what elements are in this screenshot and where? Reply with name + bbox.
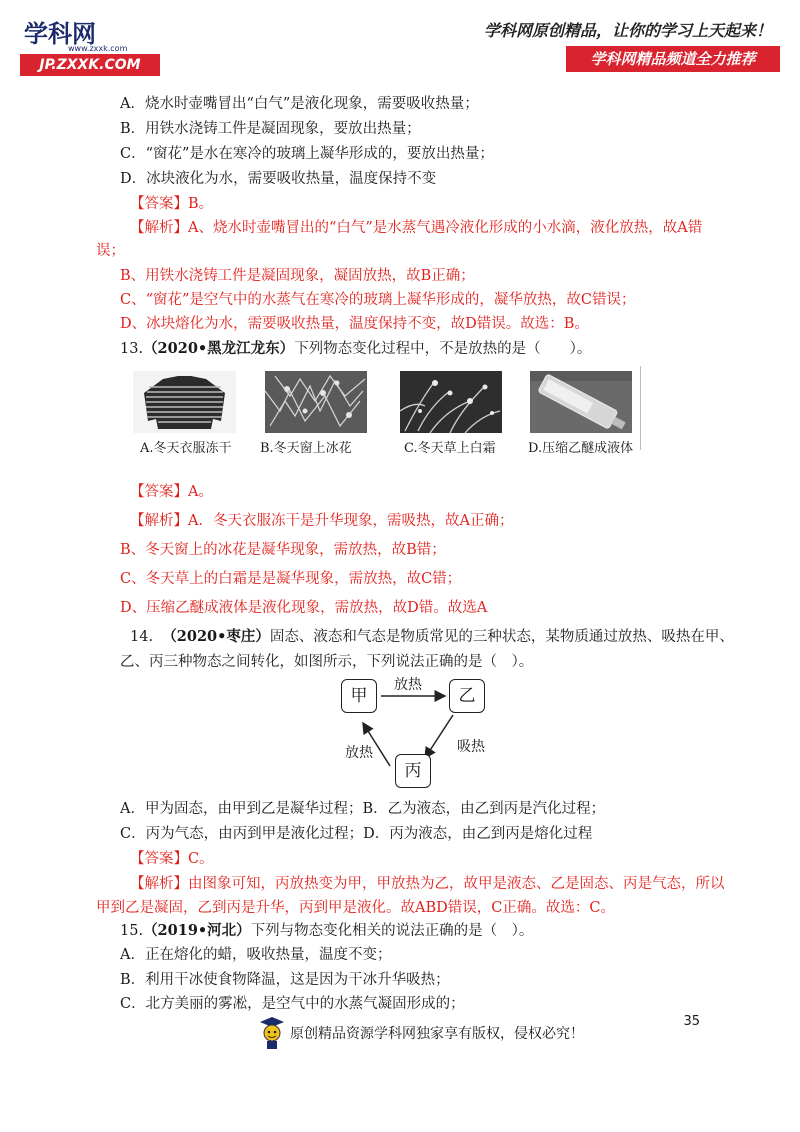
q13-caption-d: D.压缩乙醚成液体 [528,441,634,456]
q14-stem-line-2: 乙、丙三种物态之间转化，如图所示，下列说法正确的是（ ）。 [120,654,534,670]
q15-stem [120,921,533,941]
q15-option-b: B．利用干冰使食物降温，这是因为干冰升华吸热； [120,972,450,988]
q14-source: （2020•枣庄） [162,628,270,645]
logo-subtext: www.zxxk.com [68,44,128,53]
label-release-heat: 放热 [345,745,373,761]
q12-analysis-line: C、“窗花”是空气中的水蒸气在寒冷的玻璃上凝华形成的，凝华放热，故C错误； [120,292,636,308]
q13-stem-text: 下列物态变化过程中，不是放热的是（ ）。 [294,341,592,357]
q12-option-d: D．冰块液化为水，需要吸收热量，温度保持不变 [120,171,437,187]
sweater-image [133,371,236,433]
q14-stem [130,627,734,647]
q14-option-cd: C．丙为气态，由丙到甲是液化过程；D．丙为液态，由乙到丙是熔化过程 [120,826,593,842]
q13-analysis-line: D、压缩乙醚成液体是液化现象，需放热，故D错。故选A [120,600,488,616]
copyright-notice: 原创精品资源学科网独家享有版权，侵权必究！ [290,1026,584,1042]
site-logo [20,14,160,76]
node-yi: 乙 [449,679,485,713]
q13-analysis-line: 【解析】A．冬天衣服冻干是升华现象，需吸热，故A正确； [130,513,514,529]
q15-stem-text: 下列与物态变化相关的说法正确的是（ ）。 [250,923,534,939]
label-absorb-heat: 吸热 [457,739,485,755]
q12-analysis-line: 误； [96,243,125,259]
logo-text: 学科网 [24,20,96,48]
q14-number: 14. [130,629,154,645]
q12-option-b: B．用铁水浇铸工件是凝固现象，要放出热量； [120,121,421,137]
q13-source: （2020•黑龙江龙东） [143,340,295,357]
q13-answer: 【答案】A。 [130,484,213,500]
q12-analysis-line: B、用铁水浇铸工件是凝固现象，凝固放热，故B正确； [120,268,475,284]
frost-window-image [265,371,367,433]
header-slogan: 学科网原创精品，让你的学习上天起来！ [483,21,772,40]
q12-analysis-line: 【解析】A、烧水时壶嘴冒出的“白气”是水蒸气遇冷液化形成的小水滴，液化放热，故A错 [130,220,703,236]
q13-analysis-line: C、冬天草上的白霜是是凝华现象，需放热，故C错； [120,571,462,587]
q15-option-a: A．正在熔化的蜡，吸收热量，温度不变； [120,947,392,963]
q14-stem-text: 固态、液态和气态是物质常见的三种状态，某物质通过放热、吸热在甲、 [269,629,734,645]
q15-option-c: C．北方美丽的雾凇，是空气中的水蒸气凝固形成的； [120,996,465,1012]
q12-option-a: A．烧水时壶嘴冒出“白气”是液化现象，需要吸收热量； [120,96,479,112]
logo-url-banner: JP.ZXXK.COM [20,54,160,76]
header-banner: 学科网精品频道全力推荐 [566,46,780,72]
q12-answer: 【答案】B。 [130,196,214,212]
q12-option-c: C．“窗花”是水在寒冷的玻璃上凝华形成的，要放出热量； [120,146,494,162]
q13-analysis-line: B、冬天窗上的冰花是凝华现象，需放热，故B错； [120,542,446,558]
q13-stem [120,339,591,359]
label-release-heat: 放热 [394,677,422,693]
q13-caption-b: B.冬天窗上冰花 [260,441,352,456]
node-jia: 甲 [341,679,377,713]
syringe-image [530,371,632,433]
node-bing: 丙 [395,754,431,788]
q15-number: 15. [120,923,144,939]
frost-grass-image [400,371,502,433]
q12-analysis-line: D、冰块熔化为水，需要吸收热量，温度保持不变，故D错误。故选：B。 [120,316,589,332]
mascot-icon [258,1016,286,1050]
q15-source: （2019•河北） [143,922,251,939]
q13-number: 13. [120,341,144,357]
q13-caption-c: C.冬天草上白霜 [404,441,496,456]
page-number: 35 [683,1014,700,1029]
state-change-diagram [335,670,505,790]
q14-analysis-line: 甲到乙是凝固，乙到丙是升华，丙到甲是液化。故ABD错误，C正确。故选：C。 [96,900,615,916]
q13-caption-a: A.冬天衣服冻干 [140,441,232,456]
q14-analysis-line: 【解析】由图象可知，丙放热变为甲，甲放热为乙，故甲是液态、乙是固态、丙是气态，所以 [130,876,725,892]
q14-option-ab: A．甲为固态，由甲到乙是凝华过程；B．乙为液态，由乙到丙是汽化过程； [120,801,606,817]
image-strip-divider [640,366,641,450]
q14-answer: 【答案】C。 [130,851,214,867]
